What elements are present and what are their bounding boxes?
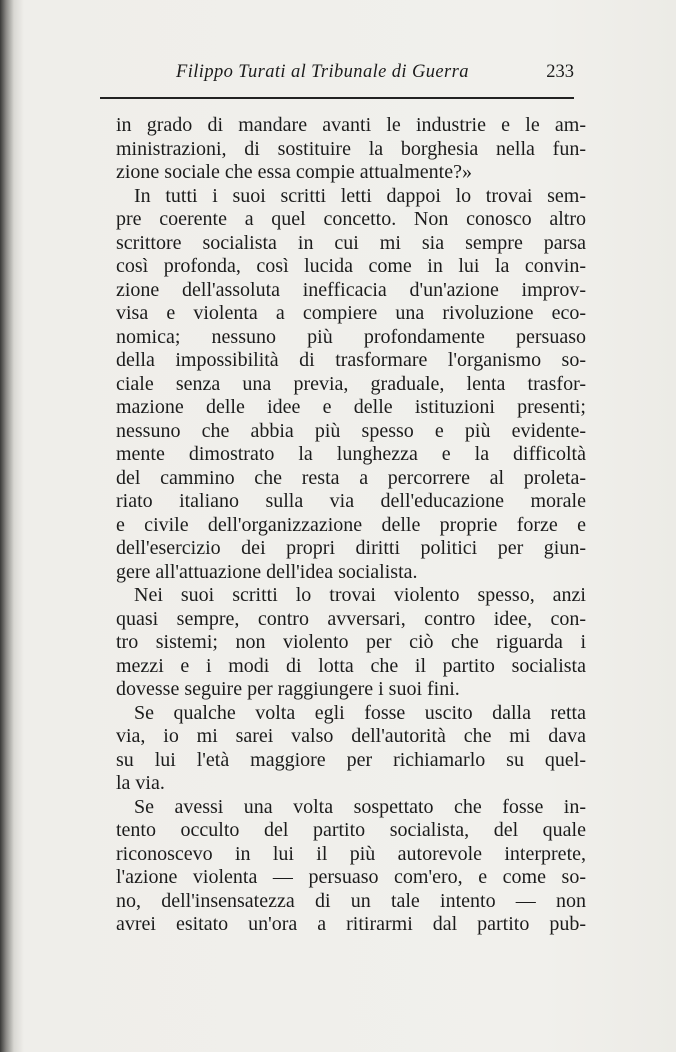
text-line: no, dell'insensatezza di un tale intento — non bbox=[116, 889, 586, 912]
text-line: via, io mi sarei valso dell'autorità che mi dava bbox=[116, 725, 586, 747]
text-line: la via. bbox=[116, 772, 165, 794]
text-line: nomica; nessuno più profondamente persuaso bbox=[116, 325, 586, 348]
text-line: riconoscevo in lui il più autorevole interprete, bbox=[116, 842, 586, 865]
text-line: zione dell'assoluta inefficacia d'un'azione improv- bbox=[116, 278, 586, 301]
text-line: ciale senza una previa, graduale, lenta trasfor- bbox=[116, 372, 586, 395]
text-line: della impossibilità di trasformare l'organismo so- bbox=[116, 349, 586, 371]
text-line: In tutti i suoi scritti letti dappoi lo trovai sem- bbox=[134, 184, 586, 207]
text-line: in grado di mandare avanti le industrie e le am- bbox=[116, 114, 586, 136]
text-line: avrei esitato un'ora a ritirarmi dal partito pub- bbox=[116, 913, 586, 935]
text-line: scrittore socialista in cui mi sia sempre parsa bbox=[116, 231, 586, 254]
page-number: 233 bbox=[546, 62, 574, 82]
text-line: del cammino che resta a percorrere al proleta- bbox=[116, 466, 586, 489]
text-line: mente dimostrato la lunghezza e la difficoltà bbox=[116, 443, 586, 465]
text-line: Nei suoi scritti lo trovai violento spesso, anzi bbox=[134, 584, 586, 606]
text-line: riato italiano sulla via dell'educazione morale bbox=[116, 490, 586, 512]
text-line: ministrazioni, di sostituire la borghesia nella fun- bbox=[116, 137, 586, 160]
text-line: tro sistemi; non violento per ciò che riguarda i bbox=[116, 631, 586, 653]
text-line: così profonda, così lucida come in lui la convin- bbox=[116, 255, 586, 277]
header-rule bbox=[100, 97, 574, 99]
running-title: Filippo Turati al Tribunale di Guerra bbox=[176, 62, 469, 82]
running-header bbox=[100, 62, 574, 88]
text-line: tento occulto del partito socialista, del quale bbox=[116, 819, 586, 841]
text-line: mezzi e i modi di lotta che il partito socialista bbox=[116, 654, 586, 677]
text-line: visa e violenta a compiere una rivoluzione eco- bbox=[116, 302, 586, 324]
text-line: su lui l'età maggiore per richiamarlo su quel- bbox=[116, 748, 586, 771]
body-text bbox=[116, 114, 586, 937]
text-line: dell'esercizio dei propri diritti politici per giun- bbox=[116, 537, 586, 559]
text-line: gere all'attuazione dell'idea socialista. bbox=[116, 560, 418, 583]
text-line: l'azione violenta — persuaso com'ero, e come so- bbox=[116, 866, 586, 888]
text-line: pre coerente a quel concetto. Non conosco altro bbox=[116, 208, 586, 230]
text-line: mazione delle idee e delle istituzioni presenti; bbox=[116, 396, 586, 418]
text-line: nessuno che abbia più spesso e più evidente- bbox=[116, 419, 586, 442]
text-line: Se qualche volta egli fosse uscito dalla retta bbox=[134, 701, 586, 724]
text-line: zione sociale che essa compie attualmente?» bbox=[116, 161, 472, 183]
text-line: Se avessi una volta sospettato che fosse in- bbox=[134, 795, 586, 818]
text-line: quasi sempre, contro avversari, contro idee, con- bbox=[116, 607, 586, 630]
text-line: dovesse seguire per raggiungere i suoi fini. bbox=[116, 678, 460, 700]
text-line: e civile dell'organizzazione delle proprie forze e bbox=[116, 513, 586, 536]
